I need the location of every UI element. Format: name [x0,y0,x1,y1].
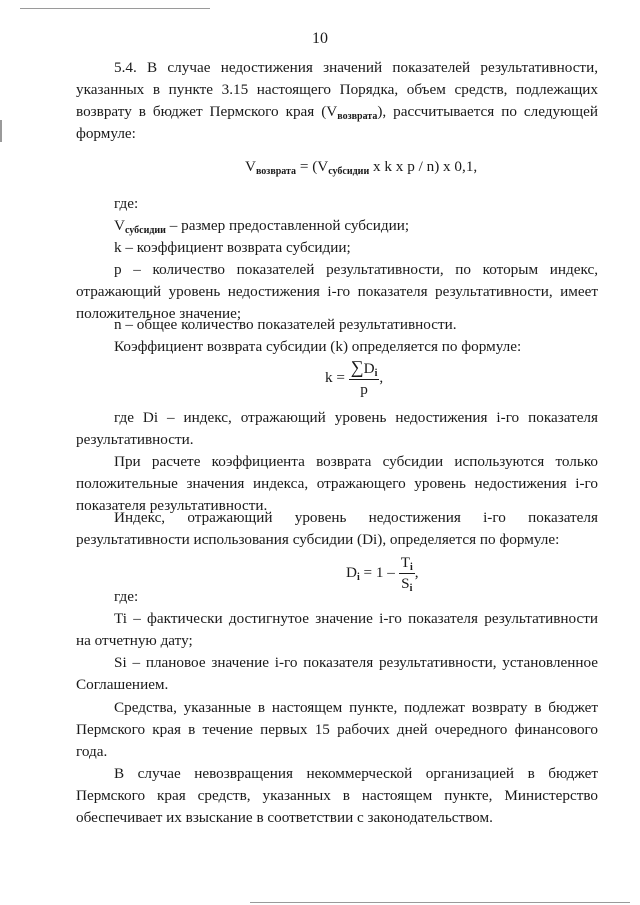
def-v-text: – размер предоставленной субсидии; [165,217,410,234]
formula1-eq: = (V [296,158,329,175]
formula3-comma: , [414,563,419,581]
formula2-denominator: p [360,381,368,398]
definition-p: p – количество показателей результативности, по которым индекс, отражающий уровень недостижения i-го показателя результативности, имеет положительное значение; [76,261,598,322]
formula1-v: V [245,158,256,175]
formula3-t: T [400,554,410,571]
formula2-comma: , [379,368,384,386]
definition-n: n – общее количество показателей результативности. [114,316,457,333]
formula3-s-sub: i [409,583,413,594]
formula-return-amount [245,158,477,176]
formula3-eq: = 1 – [359,563,395,581]
formula2-lhs: k = [325,368,345,386]
formula3-t-sub: i [409,562,413,573]
paragraph-5-4-text: 5.4. В случае недостижения значений показателей результативности, указанных в пункте 3.15 настоящего Порядка, объем средств, подлежащих возврату в бюджет Пермского края (V [76,59,598,120]
def-v-sub: субсидии [124,225,166,236]
definition-ti: Ti – фактически достигнутое значение i-го показателя результативности на отчетную дату; [76,610,598,649]
definition-k: k – коэффициент возврата субсидии; [114,239,351,256]
positive-values-note: При расчете коэффициента возврата субсидии используются только положительные значения индекса, отражающего уровень недостижения i-го показателя результативности. [76,453,598,514]
formula1-rest: x k x p / n) x 0,1, [369,158,478,175]
where-label-1: где: [114,195,139,212]
formula2-d: D [363,360,375,377]
formula-index [346,554,419,593]
formula1-vs-sub: субсидии [328,166,370,177]
formula2-i: i [374,368,378,379]
ministry-paragraph: В случае невозвращения некоммерческой организацией в бюджет Пермского края средств, указанных в настоящем пункте, Министерство обеспечивает их взыскание в соответствии с законодательством. [76,765,598,826]
where-label-2: где: [114,588,139,605]
sum-symbol: ∑ [350,357,364,377]
scan-edge-mark [0,120,2,142]
paragraph-5-4 [76,57,598,145]
formula2-fraction [349,358,380,399]
formula3-s: S [401,575,410,592]
definition-di: где Di – индекс, отражающий уровень недостижения i-го показателя результативности. [76,409,598,448]
index-intro: Индекс, отражающий уровень недостижения i-го показателя результативности использования субсидии (Di), определяется по формуле: [76,509,598,548]
refund-paragraph: Средства, указанные в настоящем пункте, подлежат возврату в бюджет Пермского края в течение первых 15 рабочих дней очередного финансового года. [76,699,598,760]
def-v-letter: V [114,217,125,234]
v-return-subscript: возврата [337,111,378,122]
formula3-fraction [399,554,415,593]
coefficient-intro: Коэффициент возврата субсидии (k) определяется по формуле: [114,338,522,355]
paragraph-5-4-end: ), рассчитывается по следующей формуле: [76,103,598,142]
scan-bottom-line [250,902,630,903]
formula3-d: D [346,563,357,581]
formula1-v-sub: возврата [255,166,297,177]
definition-v-subsidy [114,215,409,237]
formula-coefficient [325,358,383,399]
definition-si: Si – плановое значение i-го показателя результативности, установленное Соглашением. [76,654,598,693]
page-number: 10 [312,30,328,47]
formula3-d-sub: i [356,571,360,583]
scan-top-line [20,8,210,9]
